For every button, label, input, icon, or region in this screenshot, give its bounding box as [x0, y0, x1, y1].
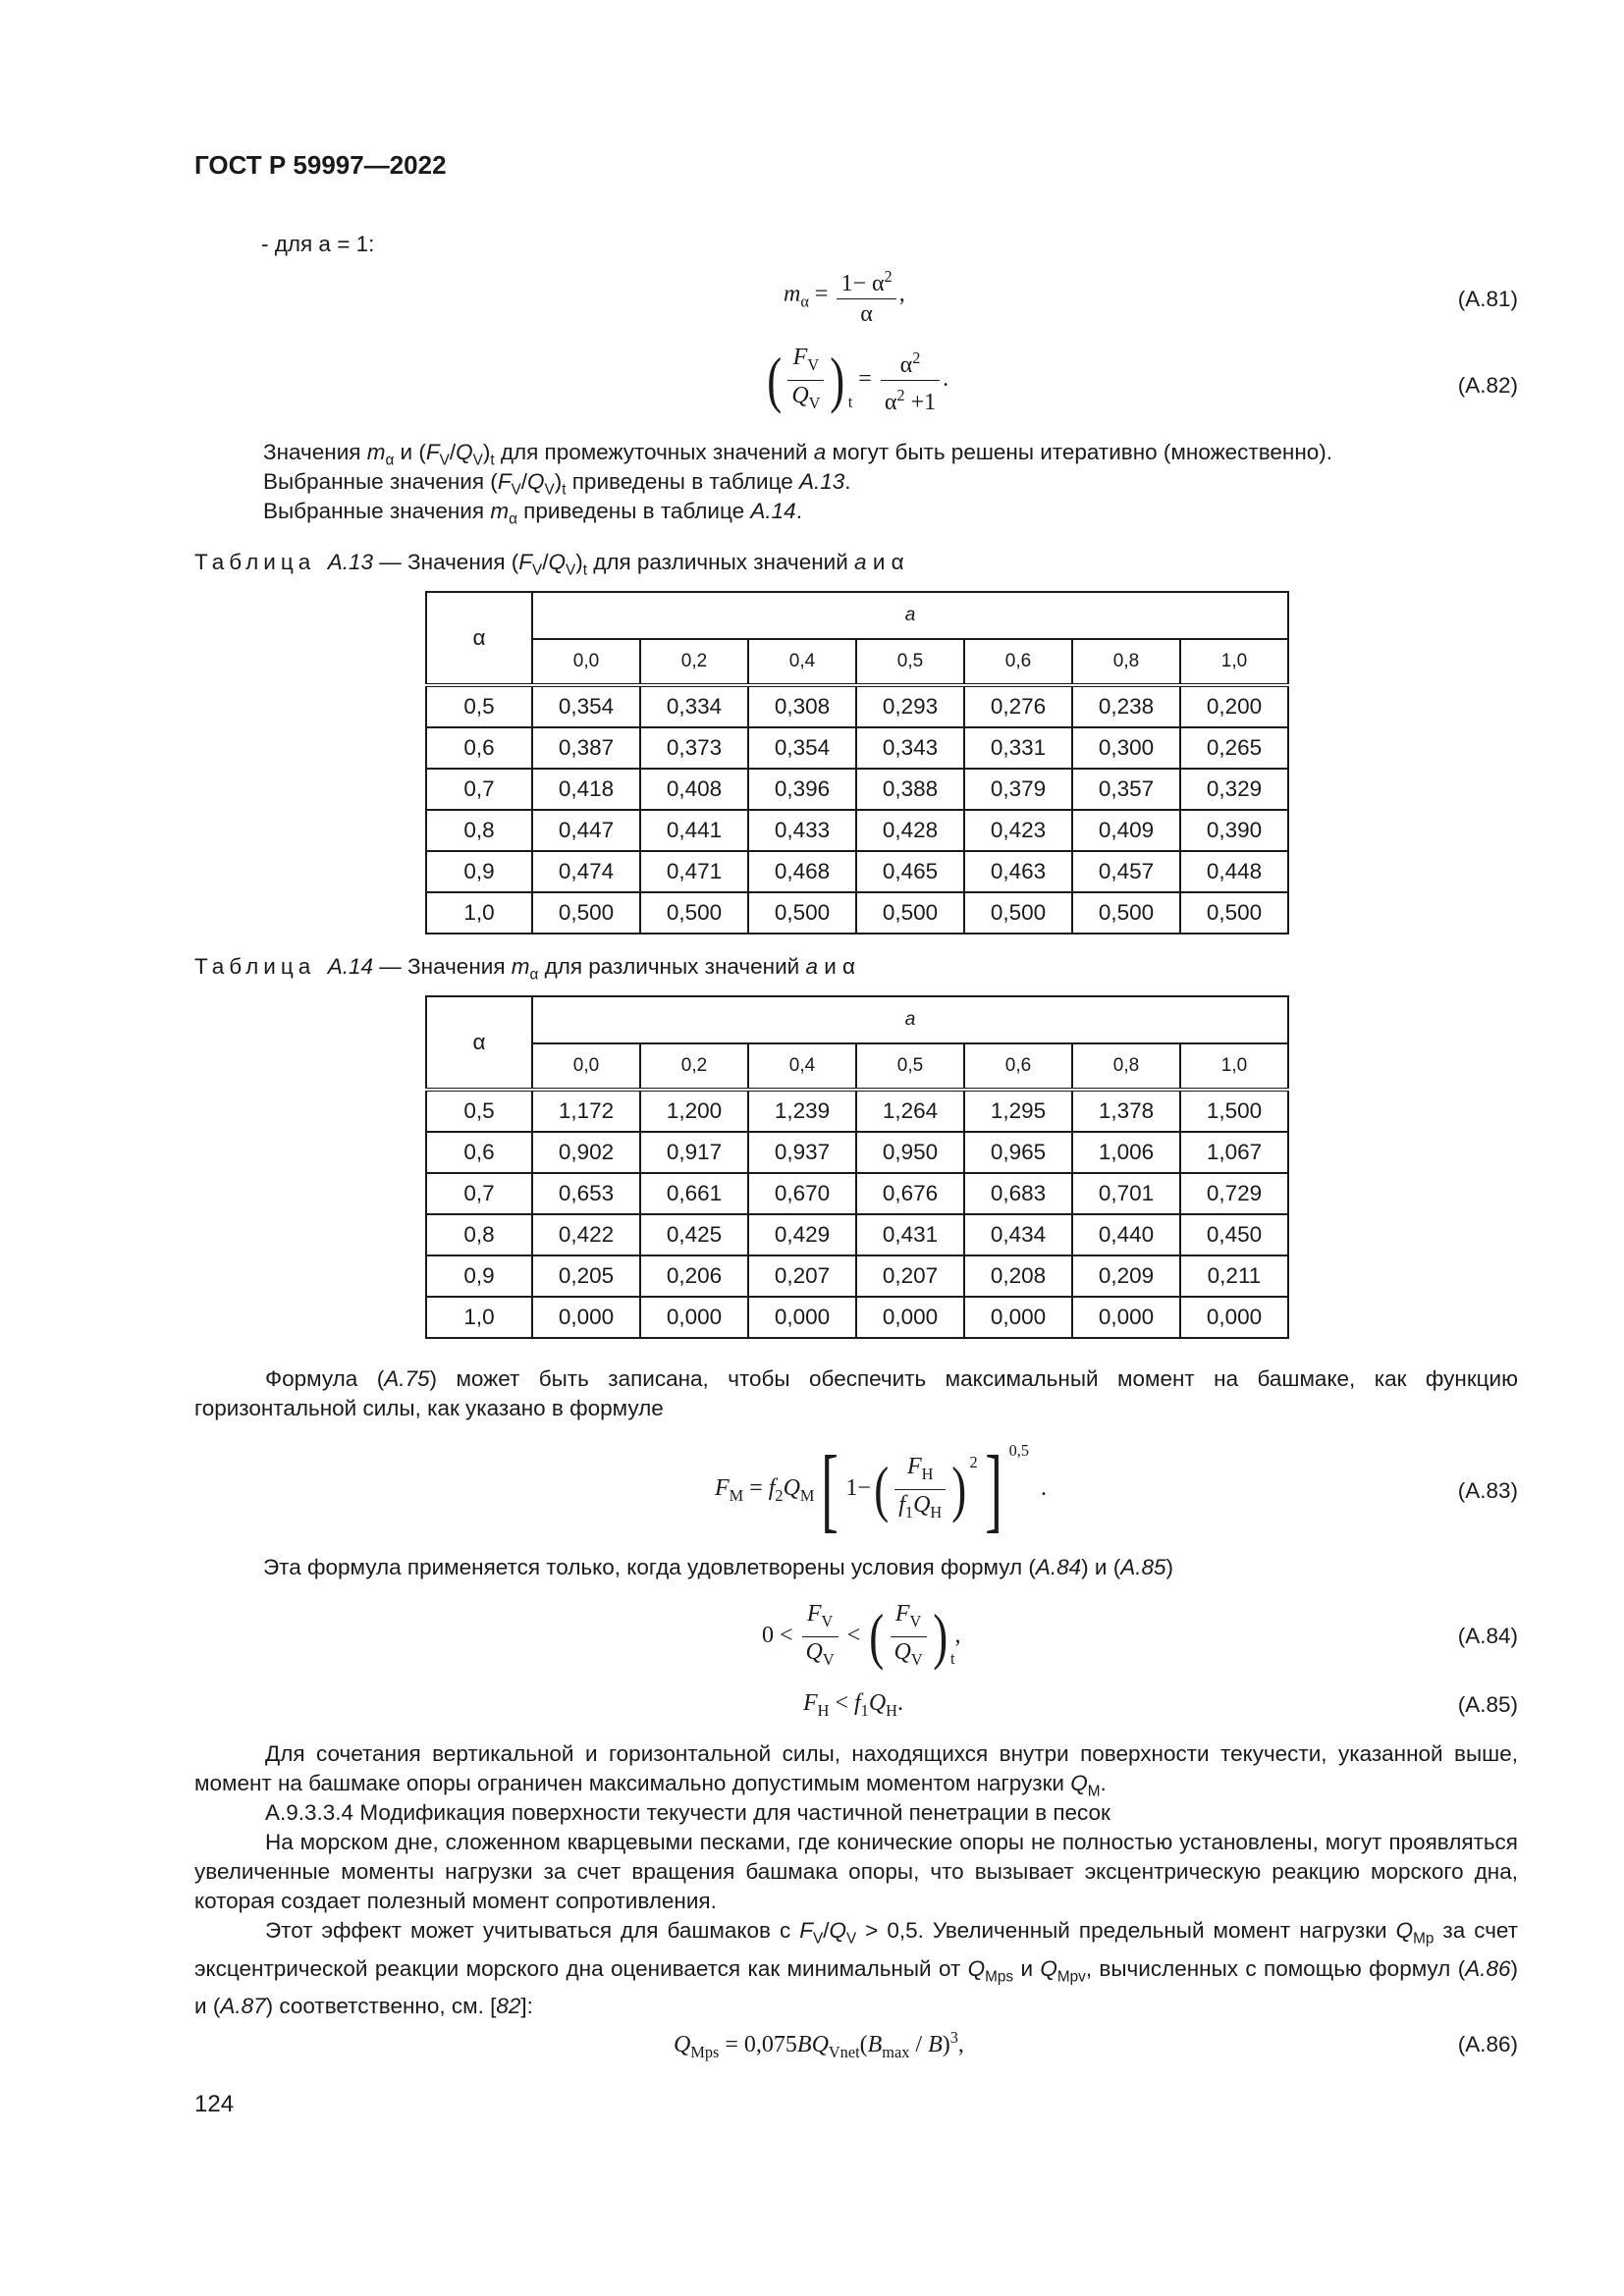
value-cell: 1,378	[1072, 1090, 1180, 1132]
equation-a84: 0 < $\frac{F_V}{Q_V}$ < ( $\frac{F_V}{Q_V}$ ) $_t$,	[762, 1601, 961, 1672]
value-cell: 0,661	[640, 1173, 748, 1214]
alpha-cell: 0,8	[426, 1214, 532, 1255]
table-row	[426, 1173, 1288, 1214]
table-a14-caption: Таблица А.14 — Значения $m_\alpha$ для различных значений а и α	[194, 954, 856, 984]
value-cell: 0,207	[856, 1255, 964, 1297]
alpha-cell: 0,5	[426, 685, 532, 727]
column-header: 0,5	[856, 1043, 964, 1090]
alpha-cell: 0,6	[426, 727, 532, 769]
value-cell: 0,447	[532, 810, 640, 851]
value-cell: 0,300	[1072, 727, 1180, 769]
value-cell: 0,465	[856, 851, 964, 892]
value-cell: 0,000	[856, 1297, 964, 1338]
equation-number-a84: (A.84)	[1457, 1624, 1518, 1648]
value-cell: 0,500	[640, 892, 748, 934]
value-cell: 0,208	[964, 1255, 1072, 1297]
text-combination: Для сочетания вертикальной и горизонтальной силы, находящихся внутри поверхности текучести, указанной выше, момент на башмаке опоры ограничен максимально допустимым моментом нагрузки $Q_M$.	[194, 1741, 1518, 1800]
text-conditions: Эта формула применяется только, когда удовлетворены условия формул (А.84) и (А.85)	[263, 1555, 1174, 1579]
value-cell: 0,409	[1072, 810, 1180, 851]
value-cell: 0,431	[856, 1214, 964, 1255]
value-cell: 0,917	[640, 1132, 748, 1173]
table-row	[426, 769, 1288, 810]
value-cell: 0,379	[964, 769, 1072, 810]
alpha-cell: 1,0	[426, 892, 532, 934]
column-header: 0,5	[856, 639, 964, 685]
value-cell: 1,295	[964, 1090, 1072, 1132]
value-cell: 0,211	[1180, 1255, 1288, 1297]
value-cell: 0,354	[748, 727, 856, 769]
equation-a86: $Q_{Mps} = 0,075BQ_{Vnet}(B_{max} / B)^3$,	[674, 2028, 964, 2061]
alpha-cell: 0,9	[426, 851, 532, 892]
table-a14-a-header: а	[532, 996, 1288, 1043]
value-cell: 0,000	[1180, 1297, 1288, 1338]
table-row	[426, 1297, 1288, 1338]
alpha-cell: 0,9	[426, 1255, 532, 1297]
value-cell: 0,209	[1072, 1255, 1180, 1297]
value-cell: 0,396	[748, 769, 856, 810]
value-cell: 0,329	[1180, 769, 1288, 810]
value-cell: 0,474	[532, 851, 640, 892]
value-cell: 0,965	[964, 1132, 1072, 1173]
document-header: ГОСТ Р 59997—2022	[194, 150, 447, 180]
column-header: 1,0	[1180, 1043, 1288, 1090]
text-seabed: На морском дне, сложенном кварцевыми песками, где конические опоры не полностью установлены, могут проявляться увеличенные моменты нагрузки за счет вращения башмака опоры, что вызывает эксцентрическую реакцию морского дна, которая создает полезный момент сопротивления.	[194, 1830, 1518, 1913]
value-cell: 0,343	[856, 727, 964, 769]
value-cell: 0,500	[856, 892, 964, 934]
value-cell: 0,000	[1072, 1297, 1180, 1338]
equation-number-a81: (A.81)	[1457, 287, 1518, 311]
value-cell: 0,205	[532, 1255, 640, 1297]
value-cell: 0,373	[640, 727, 748, 769]
table-a14	[425, 995, 1289, 1339]
value-cell: 0,331	[964, 727, 1072, 769]
table-row	[426, 1214, 1288, 1255]
value-cell: 0,471	[640, 851, 748, 892]
value-cell: 0,000	[640, 1297, 748, 1338]
text-formula-a75: Формула (А.75) может быть записана, чтобы обеспечить максимальный момент на башмаке, как функцию горизонтальной силы, как указано в формуле	[194, 1366, 1519, 1420]
table-a13-a-header: а	[532, 592, 1288, 639]
table-row	[426, 1132, 1288, 1173]
table-row	[426, 1255, 1288, 1297]
value-cell: 0,422	[532, 1214, 640, 1255]
value-cell: 0,653	[532, 1173, 640, 1214]
text-values-line3: Выбранные значения $m_\alpha$ приведены в таблице А.14.	[263, 499, 802, 528]
equation-number-a85: (A.85)	[1457, 1692, 1518, 1717]
value-cell: 1,006	[1072, 1132, 1180, 1173]
value-cell: 0,293	[856, 685, 964, 727]
table-a13-label: Таблица	[194, 550, 316, 574]
value-cell: 0,937	[748, 1132, 856, 1173]
value-cell: 0,308	[748, 685, 856, 727]
alpha-cell: 0,8	[426, 810, 532, 851]
table-a14-alpha-header: α	[426, 996, 532, 1090]
value-cell: 0,206	[640, 1255, 748, 1297]
equation-number-a83: (A.83)	[1457, 1478, 1518, 1503]
value-cell: 0,500	[748, 892, 856, 934]
table-a13	[425, 591, 1289, 934]
value-cell: 0,428	[856, 810, 964, 851]
column-header: 0,6	[964, 639, 1072, 685]
table-row	[426, 810, 1288, 851]
value-cell: 1,200	[640, 1090, 748, 1132]
value-cell: 0,701	[1072, 1173, 1180, 1214]
column-header: 0,0	[532, 639, 640, 685]
table-a14-label: Таблица	[194, 954, 316, 979]
alpha-cell: 0,7	[426, 769, 532, 810]
value-cell: 0,450	[1180, 1214, 1288, 1255]
value-cell: 0,000	[532, 1297, 640, 1338]
column-header: 0,0	[532, 1043, 640, 1090]
value-cell: 0,418	[532, 769, 640, 810]
value-cell: 0,265	[1180, 727, 1288, 769]
table-row	[426, 1090, 1288, 1132]
column-header: 0,8	[1072, 1043, 1180, 1090]
value-cell: 0,200	[1180, 685, 1288, 727]
equation-a82: ( $\frac{F_V}{Q_V}$ ) $_t$ = $\frac{\alpha^2}{\alpha^2 +1}$ .	[767, 345, 949, 415]
value-cell: 0,000	[748, 1297, 856, 1338]
column-header: 0,6	[964, 1043, 1072, 1090]
value-cell: 0,457	[1072, 851, 1180, 892]
table-a13-alpha-header: α	[426, 592, 532, 685]
value-cell: 1,172	[532, 1090, 640, 1132]
value-cell: 0,388	[856, 769, 964, 810]
value-cell: 0,357	[1072, 769, 1180, 810]
value-cell: 0,207	[748, 1255, 856, 1297]
equation-a83: $F_M = f_2Q_M$[ 1−( $\frac{F_H}{f_1Q_H}$ ) $^2$] $^{0,5}$ .	[715, 1436, 1048, 1542]
value-cell: 0,441	[640, 810, 748, 851]
page-number: 124	[194, 2091, 235, 2117]
value-cell: 0,729	[1180, 1173, 1288, 1214]
value-cell: 0,276	[964, 685, 1072, 727]
alpha-cell: 0,7	[426, 1173, 532, 1214]
value-cell: 0,500	[1072, 892, 1180, 934]
value-cell: 0,670	[748, 1173, 856, 1214]
alpha-cell: 0,6	[426, 1132, 532, 1173]
alpha-cell: 0,5	[426, 1090, 532, 1132]
equation-a81: $m_\alpha$ = $\frac{1- \alpha^2}{\alpha}$ ,	[784, 263, 905, 328]
value-cell: 0,408	[640, 769, 748, 810]
value-cell: 0,238	[1072, 685, 1180, 727]
case-a1-label: - для а = 1:	[261, 232, 375, 256]
value-cell: 0,500	[532, 892, 640, 934]
value-cell: 0,390	[1180, 810, 1288, 851]
value-cell: 0,429	[748, 1214, 856, 1255]
value-cell: 0,500	[964, 892, 1072, 934]
column-header: 0,4	[748, 639, 856, 685]
value-cell: 0,334	[640, 685, 748, 727]
value-cell: 0,448	[1180, 851, 1288, 892]
alpha-cell: 1,0	[426, 1297, 532, 1338]
text-effect: Этот эффект может учитываться для башмаков с $F_V/Q_V > 0,5$. Увеличенный предельный момент нагрузки $Q_{Mp}$ за счет эксцентрической реакции морского дна оценивается как минимальный от $Q_{Mps}$ и $Q_{Mpv}$, вычисленных с помощью формул (А.86) и (А.87) соответственно, см. [82]:	[194, 1918, 1519, 2018]
value-cell: 1,500	[1180, 1090, 1288, 1132]
value-cell: 1,239	[748, 1090, 856, 1132]
value-cell: 0,500	[1180, 892, 1288, 934]
equation-number-a86: (A.86)	[1457, 2032, 1518, 2056]
value-cell: 0,468	[748, 851, 856, 892]
value-cell: 0,354	[532, 685, 640, 727]
value-cell: 0,902	[532, 1132, 640, 1173]
table-row	[426, 851, 1288, 892]
value-cell: 0,676	[856, 1173, 964, 1214]
text-values-line1: Значения $m_\alpha$ и $(F_V/Q_V)_t$ для промежуточных значений а могут быть решены итеративно (множественно).	[263, 440, 1333, 469]
value-cell: 1,264	[856, 1090, 964, 1132]
column-header: 0,2	[640, 639, 748, 685]
value-cell: 0,423	[964, 810, 1072, 851]
value-cell: 0,950	[856, 1132, 964, 1173]
value-cell: 0,000	[964, 1297, 1072, 1338]
column-header: 0,2	[640, 1043, 748, 1090]
column-header: 0,8	[1072, 639, 1180, 685]
column-header: 1,0	[1180, 639, 1288, 685]
column-header: 0,4	[748, 1043, 856, 1090]
value-cell: 0,683	[964, 1173, 1072, 1214]
value-cell: 0,463	[964, 851, 1072, 892]
equation-a85: $F_H < f_1Q_H$.	[803, 1690, 903, 1720]
value-cell: 1,067	[1180, 1132, 1288, 1173]
table-row	[426, 892, 1288, 934]
table-row	[426, 727, 1288, 769]
table-row	[426, 685, 1288, 727]
value-cell: 0,387	[532, 727, 640, 769]
equation-number-a82: (A.82)	[1457, 373, 1518, 398]
value-cell: 0,440	[1072, 1214, 1180, 1255]
value-cell: 0,433	[748, 810, 856, 851]
value-cell: 0,434	[964, 1214, 1072, 1255]
text-values-line2: Выбранные значения $(F_V/Q_V)_t$ приведены в таблице А.13.	[263, 469, 851, 499]
table-a13-caption: Таблица А.13 — Значения $(F_V/Q_V)_t$ для различных значений а и α	[194, 550, 904, 579]
section-a93334: А.9.3.3.4 Модификация поверхности текучести для частичной пенетрации в песок	[265, 1800, 1110, 1825]
value-cell: 0,425	[640, 1214, 748, 1255]
